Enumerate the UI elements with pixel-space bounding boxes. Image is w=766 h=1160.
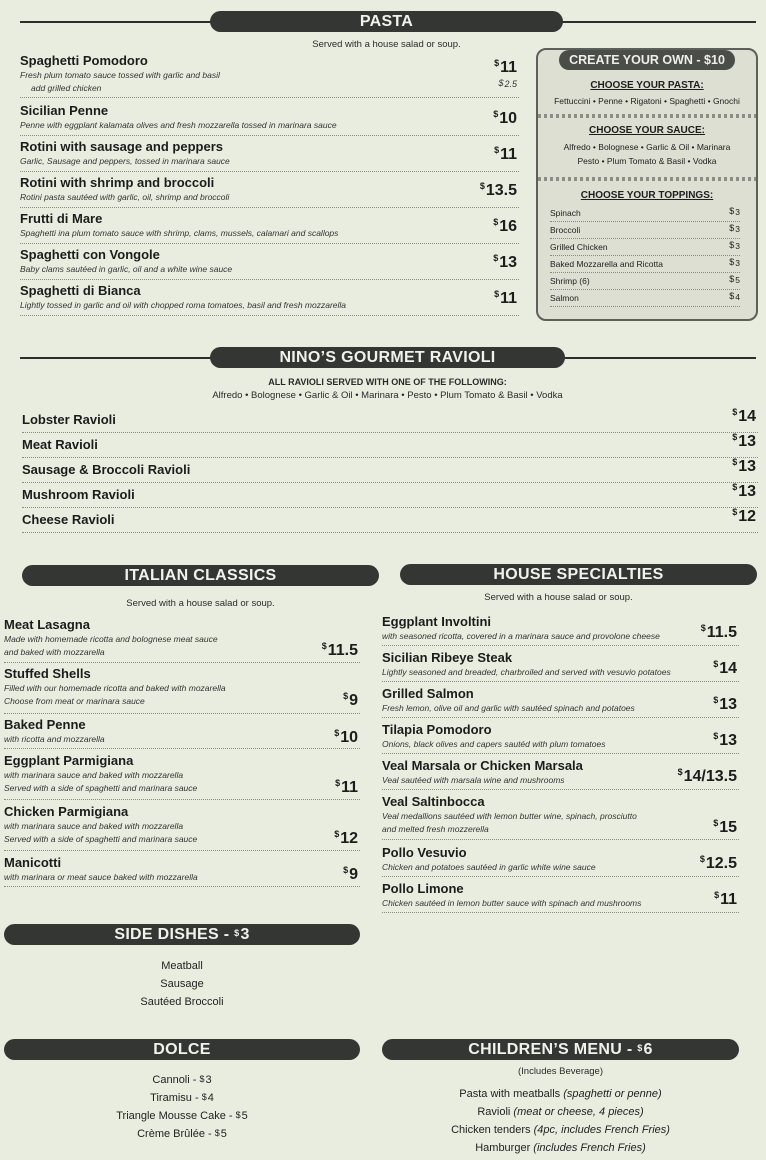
item-price: $11 — [714, 890, 737, 908]
childrens-menu-note: (Includes Beverage) — [517, 1066, 604, 1077]
item-name: Rotini with shrimp and broccoli — [20, 175, 215, 190]
specialty-item — [382, 686, 739, 718]
dolce-item: Tiramisu - $4 — [150, 1092, 214, 1104]
item-desc: Garlic, Sausage and peppers, tossed in marinara sauce — [20, 156, 230, 166]
item-price: $11 — [494, 58, 517, 76]
item-price: $14/13.5 — [677, 767, 737, 785]
pasta-item — [20, 246, 519, 280]
specialty-item — [382, 650, 739, 682]
ravioli-item: Cheese Ravioli $12 — [22, 508, 758, 533]
ravioli-item: Mushroom Ravioli $13 — [22, 483, 758, 508]
pasta-heading: PASTA — [210, 11, 563, 32]
item-name: Sicilian Ribeye Steak — [382, 650, 513, 665]
childrens-menu-item: Ravioli (meat or cheese, 4 pieces) — [477, 1106, 644, 1118]
choose-sauce-heading: CHOOSE YOUR SAUCE: — [589, 125, 705, 136]
item-name: Manicotti — [4, 855, 62, 870]
childrens-menu-heading: CHILDREN’S MENU - $6 — [382, 1039, 739, 1060]
pasta-item — [20, 174, 519, 208]
choose-pasta-list: Fettuccini • Penne • Rigatoni • Spaghetti • Gnochi — [554, 96, 740, 106]
pasta-note: Served with a house salad or soup. — [312, 39, 461, 50]
item-desc: Penne with eggplant kalamata olives and fresh mozzarella tossed in marinara sauce — [20, 120, 337, 130]
item-price: $11.5 — [700, 623, 737, 641]
specialty-item — [382, 845, 739, 877]
item-name: Pollo Vesuvio — [382, 845, 467, 860]
side-dish-item: Sausage — [160, 978, 204, 990]
item-price: $15 — [713, 818, 737, 836]
item-price: $12.5 — [699, 854, 737, 872]
item-desc-2: and melted fresh mozzerella — [382, 824, 489, 834]
dolce-item: Triangle Mousse Cake - $5 — [116, 1110, 248, 1122]
item-desc: with seasoned ricotta, covered in a marinara sauce and provolone cheese — [382, 631, 660, 641]
item-desc: Veal medallions sautéed with lemon butter wine, spinach, prosciutto — [382, 811, 637, 821]
divider — [538, 177, 756, 181]
item-price: $11 — [494, 145, 517, 163]
item-desc: Lightly seasoned and breaded, charbroiled and served with vesuvio potatoes — [382, 667, 671, 677]
italian-classics-heading: ITALIAN CLASSICS — [22, 565, 379, 586]
item-name: Stuffed Shells — [4, 666, 91, 681]
topping-row: Spinach $3 — [550, 206, 740, 222]
choose-pasta-heading: CHOOSE YOUR PASTA: — [590, 80, 704, 91]
item-name: Sicilian Penne — [20, 103, 109, 118]
divider — [538, 114, 756, 118]
classic-item — [4, 804, 360, 851]
ravioli-note-1: ALL RAVIOLI SERVED WITH ONE OF THE FOLLOWING: — [268, 377, 507, 387]
item-name: Chicken Parmigiana — [4, 804, 129, 819]
classic-item — [4, 855, 360, 887]
item-name: Eggplant Involtini — [382, 614, 492, 629]
item-name: Veal Marsala or Chicken Marsala — [382, 758, 583, 773]
pasta-item — [20, 210, 519, 244]
item-desc-2: and baked with mozzarella — [4, 647, 105, 657]
item-name: Baked Penne — [4, 717, 86, 732]
item-name: Spaghetti con Vongole — [20, 247, 160, 262]
item-desc: Chicken sautéed in lemon butter sauce with spinach and mushrooms — [382, 898, 642, 908]
item-desc-2: Choose from meat or marinara sauce — [4, 696, 145, 706]
item-price: $10 — [493, 109, 517, 127]
specialty-item — [382, 881, 739, 913]
item-name: Frutti di Mare — [20, 211, 103, 226]
choose-sauce-line-1: Alfredo • Bolognese • Garlic & Oil • Marinara — [563, 142, 731, 152]
item-price: $11 — [335, 778, 358, 796]
item-price: $11 — [494, 289, 517, 307]
ravioli-heading: NINO’S GOURMET RAVIOLI — [210, 347, 565, 368]
item-desc: with marinara or meat sauce baked with mozzarella — [4, 872, 198, 882]
item-name: Pollo Limone — [382, 881, 464, 896]
ravioli-rule-left — [20, 357, 212, 359]
item-desc: with marinara sauce and baked with mozzarella — [4, 770, 184, 780]
item-name: Veal Saltinbocca — [382, 794, 485, 809]
item-name: Spaghetti di Bianca — [20, 283, 141, 298]
item-desc: Onions, black olives and capers sautéd with plum tomatoes — [382, 739, 606, 749]
dolce-list — [4, 1071, 360, 1143]
ravioli-rule-right — [560, 357, 756, 359]
topping-row: Grilled Chicken $3 — [550, 240, 740, 256]
dolce-heading: DOLCE — [4, 1039, 360, 1060]
side-dishes-heading: SIDE DISHES - $3 — [4, 924, 360, 945]
classic-item — [4, 717, 360, 749]
item-price: $13 — [713, 731, 737, 749]
side-dish-item: Sautéed Broccoli — [140, 996, 224, 1008]
specialty-item — [382, 758, 739, 790]
pasta-item — [20, 138, 519, 172]
item-name: Meat Lasagna — [4, 617, 90, 632]
item-price: $9 — [343, 865, 358, 883]
item-price: $14 — [713, 659, 737, 677]
pasta-rule-right — [560, 21, 756, 23]
item-desc: Made with homemade ricotta and bolognese meat sauce — [4, 634, 218, 644]
classic-item — [4, 666, 360, 714]
ravioli-item: Lobster Ravioli $14 — [22, 408, 758, 433]
item-name: Grilled Salmon — [382, 686, 474, 701]
item-desc: Lightly tossed in garlic and oil with chopped roma tomatoes, basil and fresh mozzarella — [20, 300, 347, 310]
specialty-item — [382, 794, 739, 840]
item-price: $12 — [334, 829, 358, 847]
item-desc: Fresh lemon, olive oil and garlic with sautéed spinach and potatoes — [382, 703, 635, 713]
topping-row: Shrimp (6) $5 — [550, 274, 740, 290]
item-price: $11.5 — [321, 641, 358, 659]
item-price: $13.5 — [479, 181, 517, 199]
item-desc: Baby clams sautéed in garlic, oil and a white wine sauce — [20, 264, 233, 274]
item-price: $10 — [334, 728, 358, 746]
item-name: Tilapia Pomodoro — [382, 722, 492, 737]
classic-item — [4, 617, 360, 663]
dolce-item: Cannoli - $3 — [152, 1074, 212, 1086]
pasta-item — [20, 102, 519, 136]
dolce-item: Crème Brûlée - $5 — [137, 1128, 227, 1140]
item-price: $13 — [493, 253, 517, 271]
childrens-menu-list — [382, 1085, 739, 1157]
item-desc: Veal sautéed with marsala wine and mushrooms — [382, 775, 565, 785]
item-price: $9 — [343, 691, 358, 709]
item-price: $16 — [493, 217, 517, 235]
ravioli-item: Sausage & Broccoli Ravioli $13 — [22, 458, 758, 483]
topping-row: Broccoli $3 — [550, 223, 740, 239]
item-addon-price: $2.5 — [498, 78, 517, 89]
item-desc-2: Served with a side of spaghetti and marinara sauce — [4, 783, 198, 793]
choose-toppings-heading: CHOOSE YOUR TOPPINGS: — [580, 190, 714, 201]
side-dishes-list — [4, 957, 360, 1011]
pasta-item — [20, 52, 519, 98]
item-desc: Spaghetti ina plum tomato sauce with shrimp, clams, mussels, calamari and scallops — [20, 228, 339, 238]
pasta-rule-left — [20, 21, 212, 23]
create-your-own-heading: CREATE YOUR OWN - $10 — [559, 50, 735, 70]
topping-row: Baked Mozzarella and Ricotta $3 — [550, 257, 740, 273]
item-desc-2: Served with a side of spaghetti and marinara sauce — [4, 834, 198, 844]
childrens-menu-item: Chicken tenders (4pc, includes French Fries) — [451, 1124, 670, 1136]
ravioli-note-2: Alfredo • Bolognese • Garlic & Oil • Marinara • Pesto • Plum Tomato & Basil • Vodka — [212, 390, 563, 401]
item-desc: Chicken and potatoes sautéed in garlic white wine sauce — [382, 862, 596, 872]
item-price: $13 — [713, 695, 737, 713]
childrens-menu-item: Pasta with meatballs (spaghetti or penne) — [459, 1088, 662, 1100]
item-desc-addon: add grilled chicken — [31, 83, 102, 93]
create-your-own-box — [536, 48, 758, 321]
topping-row: Salmon $4 — [550, 291, 740, 307]
specialty-item — [382, 614, 739, 646]
side-dish-item: Meatball — [161, 960, 203, 972]
italian-classics-note: Served with a house salad or soup. — [126, 598, 275, 609]
item-name: Eggplant Parmigiana — [4, 753, 134, 768]
item-desc: Filled with our homemade ricotta and baked with mozarella — [4, 683, 226, 693]
classic-item — [4, 753, 360, 800]
pasta-item — [20, 282, 519, 316]
item-desc: with ricotta and mozzarella — [4, 734, 105, 744]
specialty-item — [382, 722, 739, 754]
ravioli-item: Meat Ravioli $13 — [22, 433, 758, 458]
item-desc: Fresh plum tomato sauce tossed with garlic and basil — [20, 70, 220, 80]
house-specialties-heading: HOUSE SPECIALTIES — [400, 564, 757, 585]
item-desc: with marinara sauce and baked with mozzarella — [4, 821, 184, 831]
item-desc: Rotini pasta sautéed with garlic, oil, shrimp and broccoli — [20, 192, 230, 202]
house-specialties-note: Served with a house salad or soup. — [484, 592, 633, 603]
item-name: Rotini with sausage and peppers — [20, 139, 223, 154]
choose-sauce-line-2: Pesto • Plum Tomato & Basil • Vodka — [577, 156, 717, 166]
item-name: Spaghetti Pomodoro — [20, 53, 148, 68]
childrens-menu-item: Hamburger (includes French Fries) — [475, 1142, 646, 1154]
